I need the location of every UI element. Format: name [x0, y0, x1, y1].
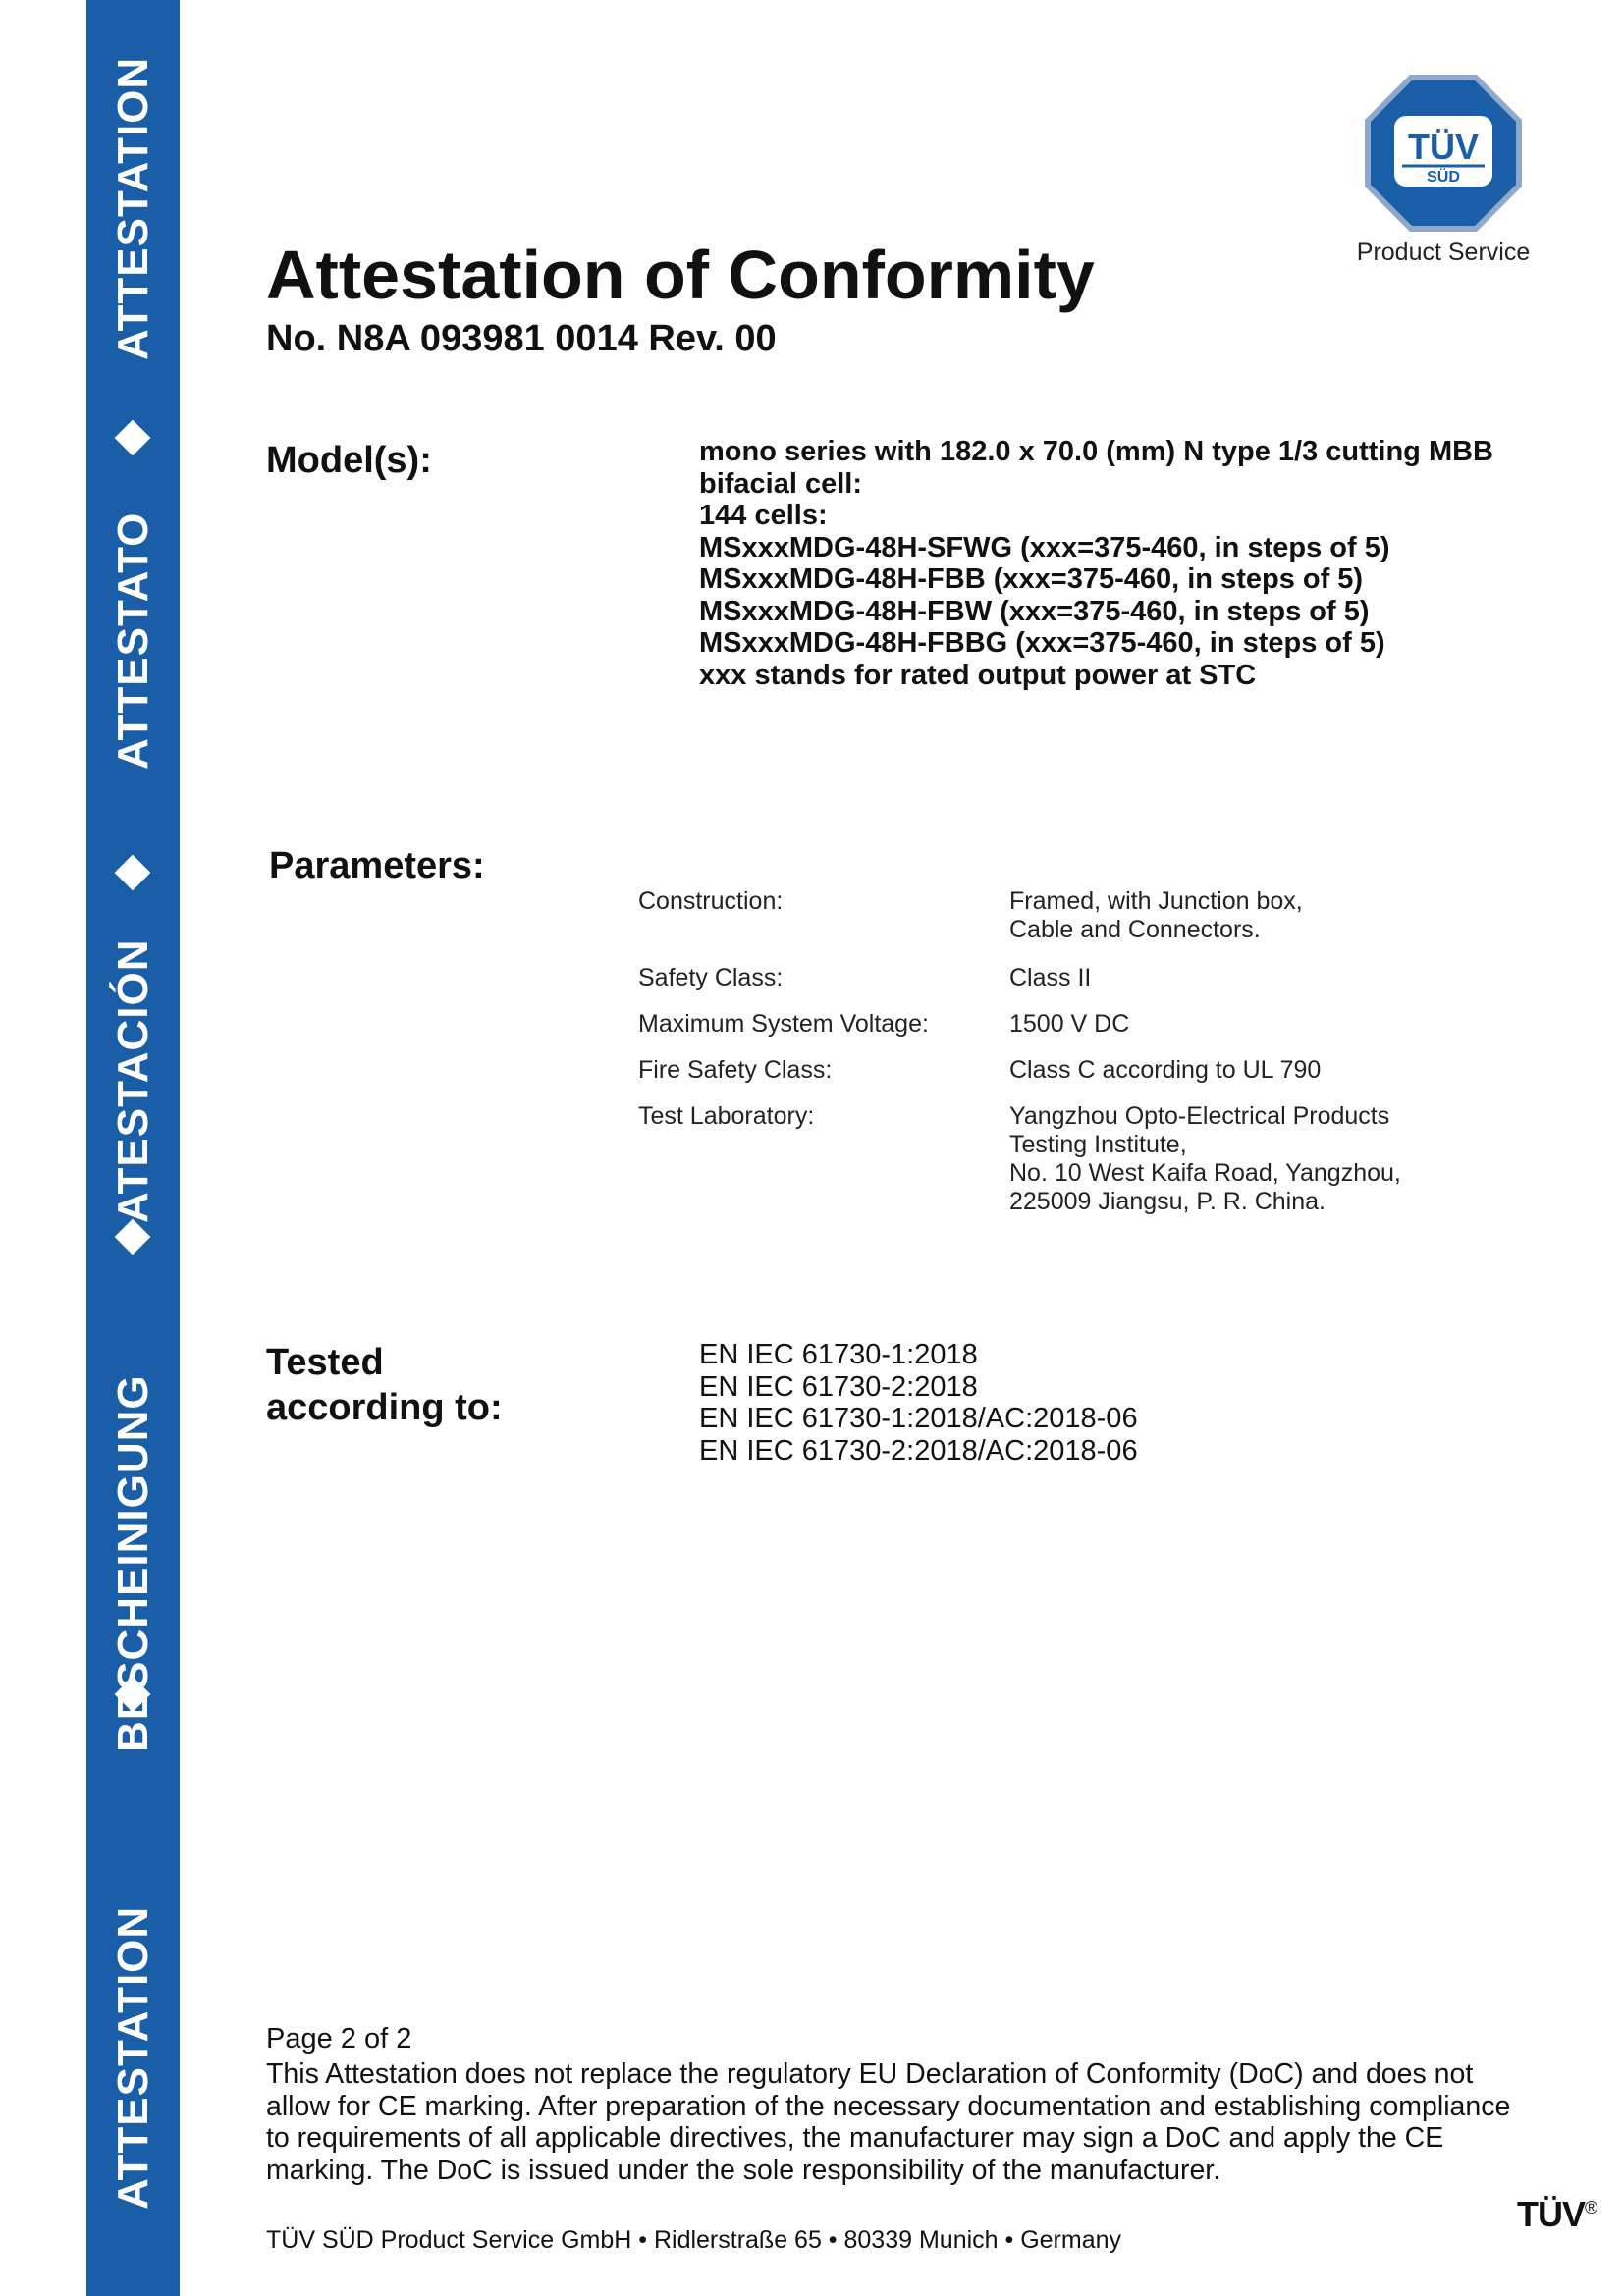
- standard-item: EN IEC 61730-2:2018/AC:2018-06: [699, 1434, 1138, 1467]
- band-word-attestation-top: ATTESTATION: [109, 56, 157, 360]
- footer-logo-text: TÜV: [1517, 2194, 1585, 2234]
- parameter-value: [1009, 964, 1091, 992]
- parameter-key: Maximum System Voltage:: [638, 1010, 929, 1038]
- band-diamond-2: [115, 1219, 151, 1255]
- models-line: mono series with 182.0 x 70.0 (mm) N type 1/3 cutting MBB: [699, 436, 1493, 467]
- parameter-value-line: No. 10 West Kaifa Road, Yangzhou,: [1009, 1159, 1401, 1187]
- parameter-value-line: Testing Institute,: [1009, 1131, 1187, 1158]
- parameter-value-line: Class II: [1009, 964, 1092, 991]
- parameter-value-line: Framed, with Junction box,: [1009, 887, 1303, 915]
- tuv-sud-logo: [1363, 73, 1524, 234]
- parameter-key: Fire Safety Class:: [638, 1056, 833, 1084]
- models-line: MSxxxMDG-48H-FBBG (xxx=375-460, in steps of 5): [699, 627, 1385, 659]
- parameter-value: [1009, 1010, 1129, 1039]
- svg-text:TÜV: TÜV: [1408, 127, 1479, 167]
- models-line: MSxxxMDG-48H-SFWG (xxx=375-460, in steps of 5): [699, 531, 1390, 563]
- standard-item: EN IEC 61730-1:2018: [699, 1339, 978, 1370]
- models-list: [699, 436, 1493, 691]
- parameters-label: Parameters:: [269, 845, 485, 886]
- standard-item: EN IEC 61730-1:2018/AC:2018-06: [699, 1403, 1138, 1434]
- parameter-value-line: 225009 Jiangsu, P. R. China.: [1009, 1188, 1326, 1215]
- parameter-value-line: Yangzhou Opto-Electrical Products: [1009, 1102, 1390, 1130]
- footer-tuv-logo: [1517, 2194, 1597, 2235]
- tested-label: [266, 1340, 503, 1430]
- models-line: MSxxxMDG-48H-FBB (xxx=375-460, in steps of 5): [699, 563, 1364, 595]
- tested-label-line1: Tested: [266, 1342, 384, 1383]
- standard-item: EN IEC 61730-2:2018: [699, 1370, 978, 1403]
- page-title: Attestation of Conformity: [266, 237, 1095, 313]
- band-word-atestacion: ATESTACIÓN: [109, 938, 157, 1223]
- models-line: 144 cells:: [699, 500, 828, 531]
- parameter-value: [1009, 887, 1303, 944]
- band-diamond-3: [115, 855, 151, 891]
- registered-mark: ®: [1585, 2198, 1597, 2217]
- parameter-key: Safety Class:: [638, 964, 784, 991]
- band-word-attestato: ATTESTATO: [109, 511, 157, 770]
- page-number: Page 2 of 2: [266, 2023, 412, 2055]
- disclaimer-text: This Attestation does not replace the regulatory EU Declaration of Conformity (DoC) and does not allow for CE marking. After preparation of the necessary documentation and establishing compliance to requirements of all applicable directives, the manufacturer may sign a DoC and apply the CE marking. The DoC is issued under the sole responsibility of the manufacturer.: [266, 2058, 1511, 2186]
- svg-text:SÜD: SÜD: [1427, 169, 1460, 186]
- band-diamond-4: [115, 420, 151, 456]
- document-number: No. N8A 093981 0014 Rev. 00: [266, 318, 777, 359]
- parameter-value-line: Class C according to UL 790: [1009, 1056, 1322, 1084]
- parameter-value-line: 1500 V DC: [1009, 1010, 1130, 1038]
- standards-list: [699, 1339, 1138, 1467]
- tested-label-line2: according to:: [266, 1387, 503, 1428]
- parameter-key: Test Laboratory:: [638, 1102, 815, 1130]
- parameter-key: Construction:: [638, 887, 784, 915]
- models-line: MSxxxMDG-48H-FBW (xxx=375-460, in steps of 5): [699, 595, 1370, 627]
- parameter-value-line: Cable and Connectors.: [1009, 916, 1261, 943]
- parameter-value: [1009, 1102, 1401, 1216]
- band-word-attestation-bottom: ATTESTATION: [109, 1905, 157, 2210]
- footer-address: TÜV SÜD Product Service GmbH • Ridlerstraße 65 • 80339 Munich • Germany: [266, 2226, 1122, 2254]
- band-word-bescheinigung: BESCHEINIGUNG: [109, 1374, 157, 1752]
- parameter-value: [1009, 1056, 1321, 1085]
- side-band: [86, 0, 180, 2296]
- models-line: bifacial cell:: [699, 467, 863, 500]
- models-line: xxx stands for rated output power at STC: [699, 659, 1257, 691]
- models-label: Model(s):: [266, 440, 432, 481]
- logo-caption: Product Service: [1356, 239, 1531, 266]
